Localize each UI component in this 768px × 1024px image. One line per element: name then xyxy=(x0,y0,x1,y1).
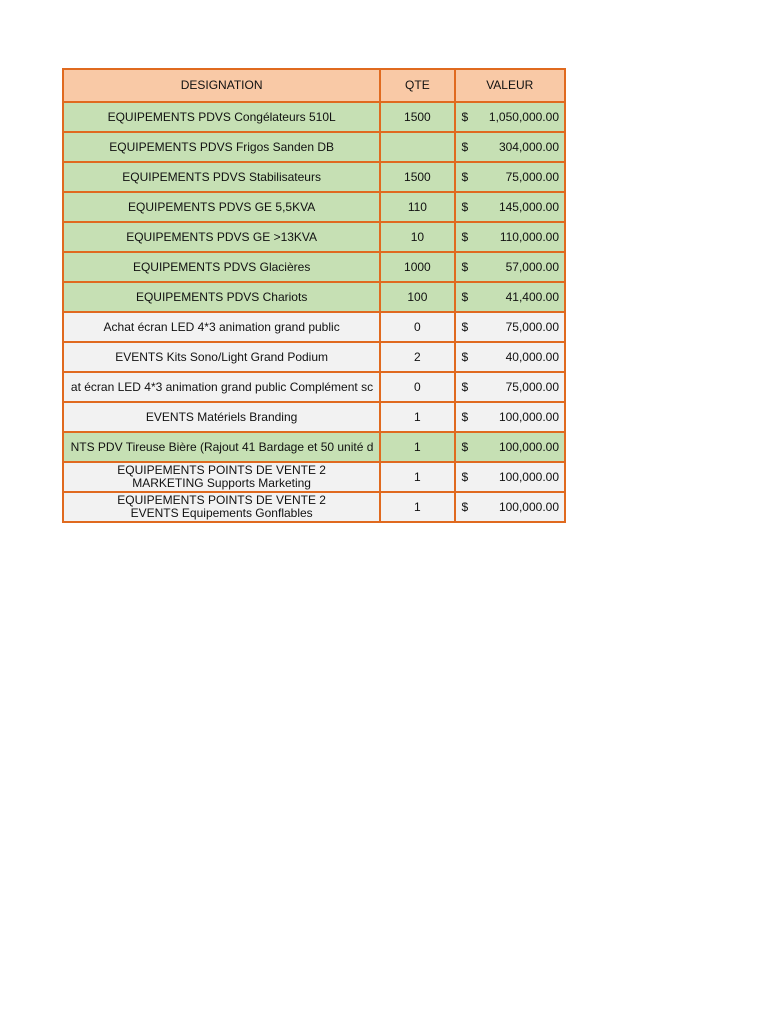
currency-symbol: $ xyxy=(461,319,469,334)
valeur-cell[interactable] xyxy=(455,192,565,222)
currency-symbol: $ xyxy=(461,199,469,214)
designation-text: EQUIPEMENTS PDVS Congélateurs 510L xyxy=(107,110,336,124)
valeur-cell[interactable] xyxy=(455,402,565,432)
qte-cell[interactable]: 1 xyxy=(380,402,454,432)
valeur-amount: 57,000.00 xyxy=(505,259,559,274)
valeur-amount: 110,000.00 xyxy=(499,229,559,244)
table-row xyxy=(63,492,565,522)
designation-text: EVENTS Kits Sono/Light Grand Podium xyxy=(115,350,329,364)
designation-text: EQUIPEMENTS PDVS Frigos Sanden DB xyxy=(109,140,334,154)
designation-text: EQUIPEMENTS PDVS Glacières xyxy=(132,260,311,274)
designation-text: EQUIPEMENTS PDVS Stabilisateurs xyxy=(122,170,321,184)
header-qte[interactable]: QTE xyxy=(380,69,454,102)
valeur-cell[interactable] xyxy=(455,132,565,162)
valeur-cell[interactable] xyxy=(455,342,565,372)
designation-text xyxy=(64,464,379,490)
table-row xyxy=(63,402,565,432)
table-row xyxy=(63,342,565,372)
valeur-cell[interactable] xyxy=(455,102,565,132)
spreadsheet-table xyxy=(62,68,566,523)
valeur-amount: 41,400.00 xyxy=(505,289,559,304)
qte-cell[interactable]: 1 xyxy=(380,432,454,462)
designation-cell[interactable] xyxy=(63,192,380,222)
currency-symbol: $ xyxy=(461,259,469,274)
designation-line-2: MARKETING Supports Marketing xyxy=(132,476,311,490)
valeur-amount: 100,000.00 xyxy=(498,409,559,424)
qte-cell[interactable]: 1500 xyxy=(380,162,454,192)
valeur-amount: 145,000.00 xyxy=(498,199,559,214)
designation-cell[interactable] xyxy=(63,342,380,372)
header-designation[interactable]: DESIGNATION xyxy=(63,69,380,102)
valeur-cell[interactable] xyxy=(455,162,565,192)
valeur-amount: 100,000.00 xyxy=(498,499,559,514)
table-row xyxy=(63,222,565,252)
designation-cell[interactable] xyxy=(63,312,380,342)
valeur-cell[interactable] xyxy=(455,432,565,462)
qte-cell[interactable]: 1000 xyxy=(380,252,454,282)
qte-cell[interactable]: 100 xyxy=(380,282,454,312)
currency-symbol: $ xyxy=(461,169,469,184)
qte-cell[interactable]: 2 xyxy=(380,342,454,372)
qte-cell[interactable]: 110 xyxy=(380,192,454,222)
designation-line-2: EVENTS Equipements Gonflables xyxy=(130,506,313,520)
qte-cell[interactable]: 10 xyxy=(380,222,454,252)
qte-cell[interactable]: 1 xyxy=(380,492,454,522)
valeur-cell[interactable] xyxy=(455,222,565,252)
table-row xyxy=(63,162,565,192)
designation-text xyxy=(64,494,379,520)
valeur-amount: 75,000.00 xyxy=(505,319,559,334)
valeur-amount: 1,050,000.00 xyxy=(488,109,559,124)
table-row xyxy=(63,462,565,492)
designation-cell[interactable] xyxy=(63,132,380,162)
valeur-amount: 304,000.00 xyxy=(498,139,559,154)
valeur-cell[interactable] xyxy=(455,462,565,492)
designation-cell[interactable] xyxy=(63,462,380,492)
designation-text: Achat écran LED 4*3 animation grand public xyxy=(103,320,340,334)
designation-text: at écran LED 4*3 animation grand public Complément sc xyxy=(70,380,374,394)
designation-text: EQUIPEMENTS PDVS Chariots xyxy=(135,290,308,304)
valeur-amount: 40,000.00 xyxy=(505,349,559,364)
designation-cell[interactable] xyxy=(63,252,380,282)
designation-cell[interactable] xyxy=(63,282,380,312)
designation-line-1: EQUIPEMENTS POINTS DE VENTE 2 xyxy=(117,464,326,477)
currency-symbol: $ xyxy=(461,229,469,244)
designation-text: EVENTS Matériels Branding xyxy=(145,410,298,424)
designation-cell[interactable] xyxy=(63,102,380,132)
table-row xyxy=(63,192,565,222)
designation-text: EQUIPEMENTS PDVS GE 5,5KVA xyxy=(128,200,316,214)
table-row xyxy=(63,312,565,342)
header-valeur[interactable]: VALEUR xyxy=(455,69,565,102)
qte-cell[interactable]: 1 xyxy=(380,462,454,492)
qte-cell[interactable]: 0 xyxy=(380,312,454,342)
currency-symbol: $ xyxy=(461,439,469,454)
qte-cell[interactable]: 0 xyxy=(380,372,454,402)
currency-symbol: $ xyxy=(461,109,469,124)
currency-symbol: $ xyxy=(461,349,469,364)
header-row xyxy=(63,69,565,102)
designation-cell[interactable] xyxy=(63,222,380,252)
valeur-cell[interactable] xyxy=(455,282,565,312)
currency-symbol: $ xyxy=(461,289,469,304)
currency-symbol: $ xyxy=(461,379,469,394)
qte-cell[interactable] xyxy=(380,132,454,162)
valeur-amount: 100,000.00 xyxy=(498,469,559,484)
designation-text: EQUIPEMENTS PDVS GE >13KVA xyxy=(126,230,318,244)
valeur-cell[interactable] xyxy=(455,252,565,282)
table-row xyxy=(63,372,565,402)
valeur-amount: 75,000.00 xyxy=(505,379,559,394)
table-row xyxy=(63,102,565,132)
table-row xyxy=(63,282,565,312)
valeur-amount: 75,000.00 xyxy=(505,169,559,184)
designation-cell[interactable] xyxy=(63,402,380,432)
designation-text: NTS PDV Tireuse Bière (Rajout 41 Bardage et 50 unité d xyxy=(70,440,374,454)
table-row xyxy=(63,432,565,462)
valeur-amount: 100,000.00 xyxy=(498,439,559,454)
currency-symbol: $ xyxy=(461,409,469,424)
valeur-cell[interactable] xyxy=(455,312,565,342)
currency-symbol: $ xyxy=(461,469,469,484)
currency-symbol: $ xyxy=(461,499,469,514)
table-row xyxy=(63,132,565,162)
designation-cell[interactable] xyxy=(63,162,380,192)
currency-symbol: $ xyxy=(461,139,469,154)
valeur-cell[interactable] xyxy=(455,492,565,522)
table-row xyxy=(63,252,565,282)
designation-line-1: EQUIPEMENTS POINTS DE VENTE 2 xyxy=(117,494,326,507)
valeur-cell[interactable] xyxy=(455,372,565,402)
designation-cell[interactable] xyxy=(63,432,380,462)
qte-cell[interactable]: 1500 xyxy=(380,102,454,132)
designation-cell[interactable] xyxy=(63,372,380,402)
designation-cell[interactable] xyxy=(63,492,380,522)
